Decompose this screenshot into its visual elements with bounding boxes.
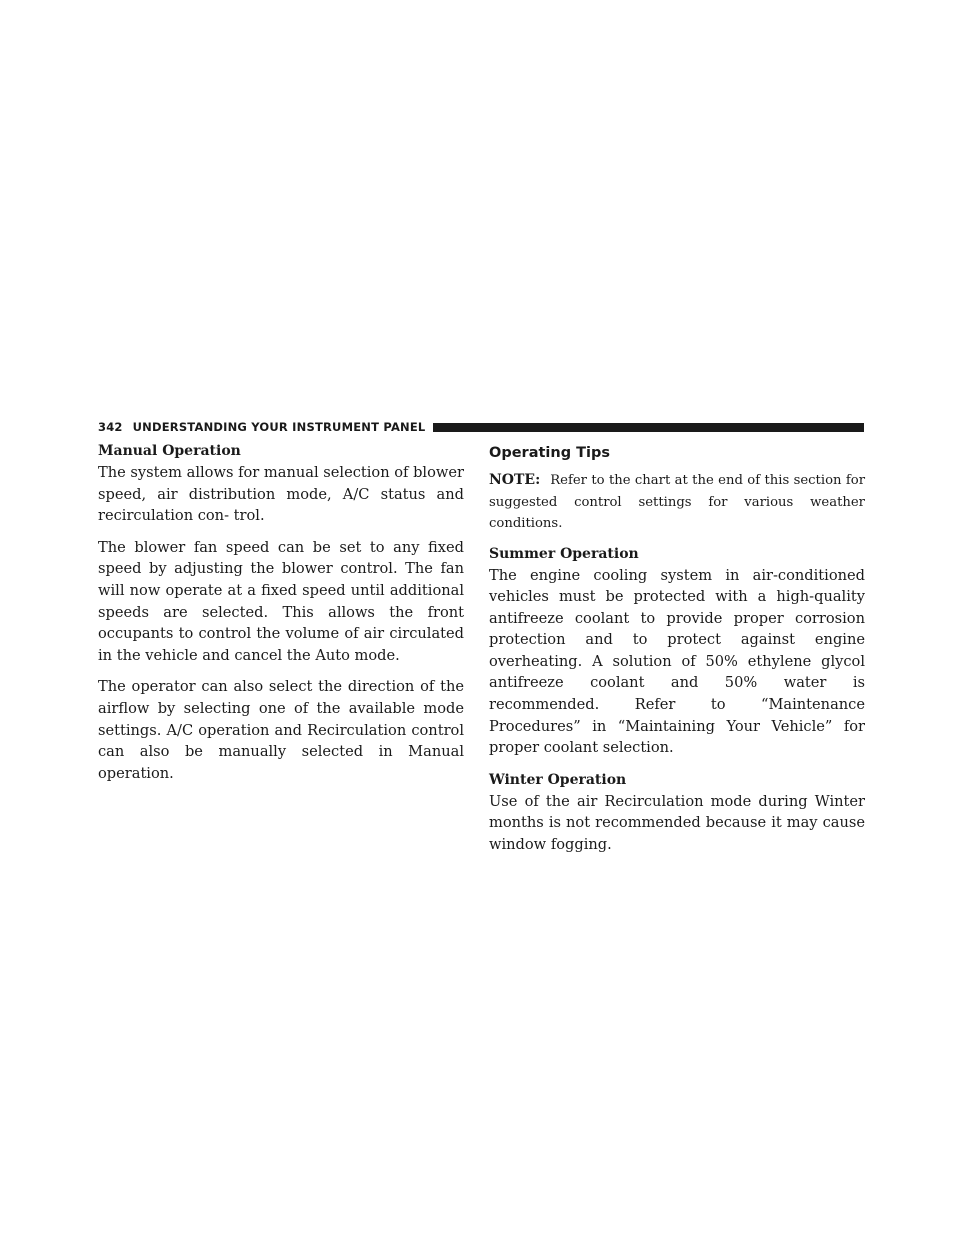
note-text: Refer to the chart at the end of this section for suggested control settings for various weather conditions. bbox=[489, 473, 865, 531]
paragraph: The system allows for manual selection of blower speed, air distribution mode, A/C status and recirculation con- trol. bbox=[98, 464, 464, 525]
header-rule bbox=[433, 423, 864, 432]
note-paragraph bbox=[489, 470, 865, 535]
winter-operation-heading: Winter Operation bbox=[489, 771, 627, 788]
summer-operation-section bbox=[489, 543, 865, 759]
note-label: NOTE: bbox=[489, 472, 541, 488]
paragraph: The operator can also select the direction of the airflow by selecting one of the available mode settings. A/C operation and Recirculation control can also be manually selected in Manual operation. bbox=[98, 678, 464, 782]
paragraph: The blower fan speed can be set to any fixed speed by adjusting the blower control. The fan will now operate at a fixed speed until additional speeds are selected. This allows the front occupants to control the volume of air circulated in the vehicle and cancel the Auto mode. bbox=[98, 538, 464, 664]
paragraph: The engine cooling system in air-conditioned vehicles must be protected with a high-quality antifreeze coolant to provide proper corrosion protection and to protect against engine overheating. A solution of 50% ethylene glycol antifreeze coolant and 50% water is recommended. Refer to “Maintenance Procedures” in “Maintaining Your Vehicle” for proper coolant selection. bbox=[489, 566, 865, 757]
operating-tips-heading: Operating Tips bbox=[489, 445, 610, 461]
section-title: UNDERSTANDING YOUR INSTRUMENT PANEL bbox=[132, 420, 426, 434]
paragraph: Use of the air Recirculation mode during Winter months is not recommended because it may cause window fogging. bbox=[489, 792, 865, 854]
left-column bbox=[98, 440, 464, 794]
page-number: 342 bbox=[98, 420, 123, 434]
manual-operation-heading: Manual Operation bbox=[98, 443, 241, 459]
page-header bbox=[98, 418, 864, 436]
summer-operation-heading: Summer Operation bbox=[489, 545, 639, 562]
winter-operation-section bbox=[489, 769, 865, 856]
right-column bbox=[489, 443, 865, 866]
